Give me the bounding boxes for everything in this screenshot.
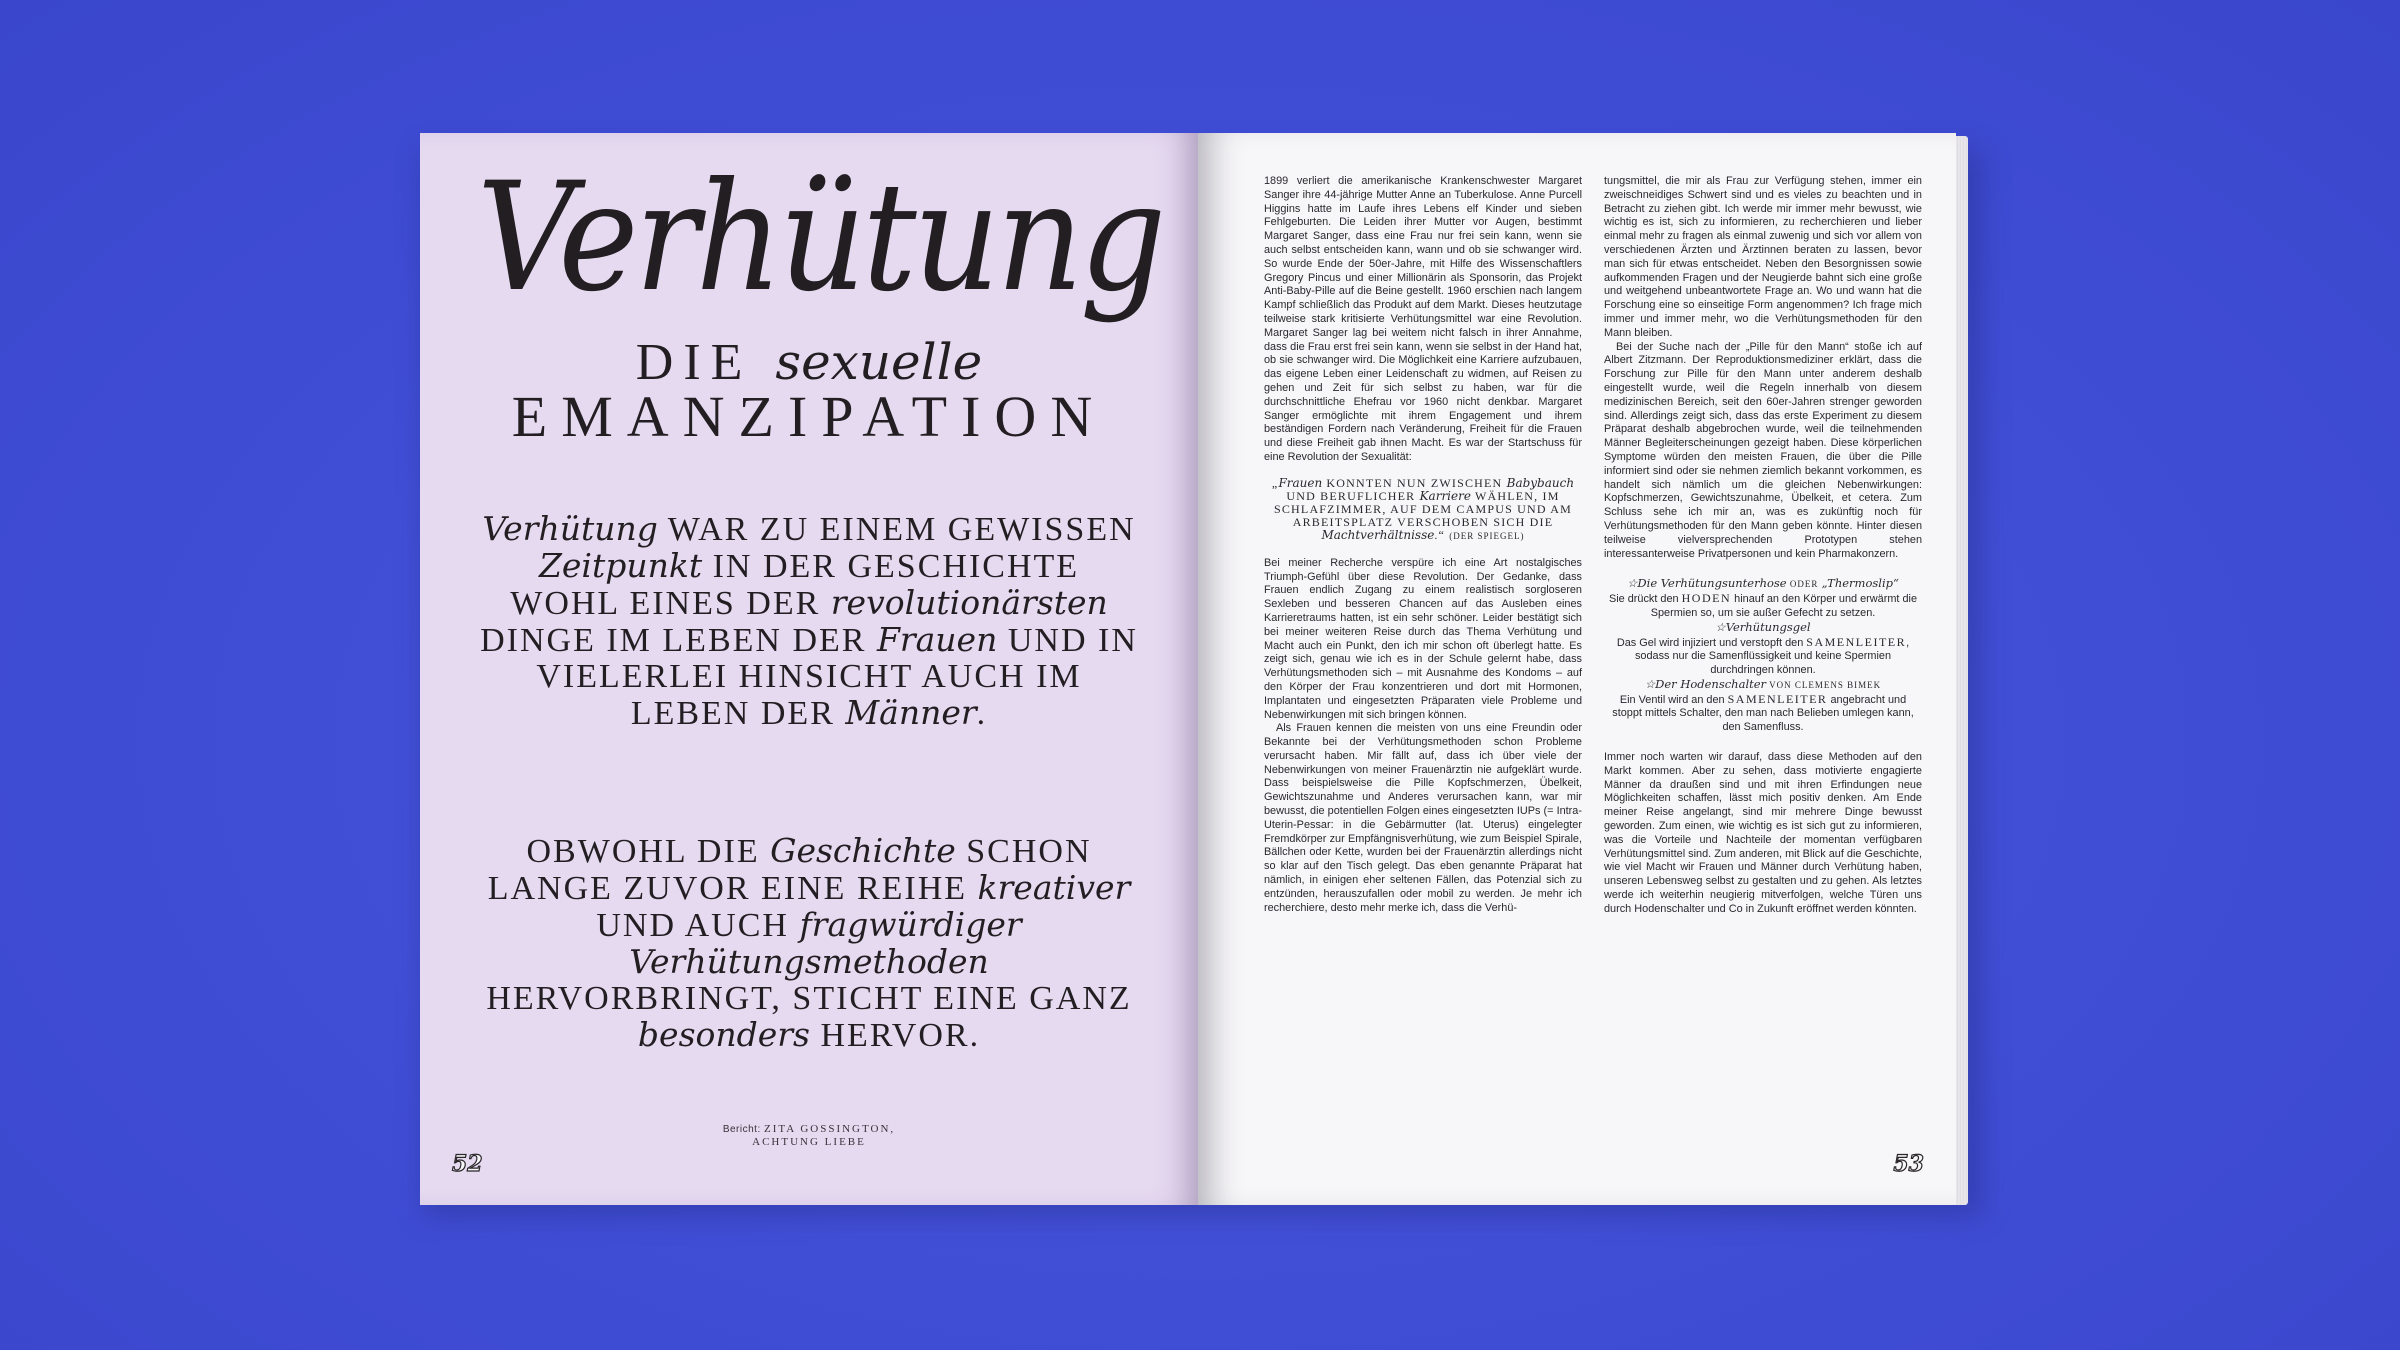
method-1-text-b: hinauf an den Körper und erwärmt die Spermien so, um sie außer Gefecht zu setzen. (1650, 593, 1917, 619)
text-run: „ (1271, 475, 1279, 490)
italic-run: Machtverhältnisse (1321, 527, 1435, 542)
method-3-text-a: Ein Ventil wird an den (1619, 693, 1728, 706)
method-3-text (1604, 693, 1922, 735)
page-number-right: 53 (1893, 1151, 1924, 1177)
text-run: HERVOR. (810, 1017, 981, 1054)
intro-paragraph-2 (480, 833, 1138, 1054)
method-2-text-b: , sodass nur die Samenflüssigkeit und keine Spermien durchdringen können. (1634, 636, 1910, 677)
text-run: DINGE IM LEBEN DER (480, 622, 877, 659)
italic-run: besonders (637, 1015, 810, 1054)
text-run: UND IN VIELERLEI HINSICHT AUCH IM LEBEN DER (536, 622, 1138, 732)
text-run: IN DER GESCHICHTE WOHL EINES DER (510, 548, 1080, 622)
italic-run: Verhütung (482, 509, 658, 548)
text-column-2 (1604, 175, 1922, 917)
page-title: Verhütung (477, 151, 1163, 325)
subtitle-line-2: EMANZIPATION (511, 384, 1107, 449)
pull-quote-text (1272, 476, 1574, 542)
body-paragraph: Bei der Suche nach der „Pille für den Mann“ stoße ich auf Albert Zitzmann. Der Reproduktionsmediziner erklärt, dass die Forschung zur Pille für den Mann unter anderem deshalb eingestellt wurde, weil die Regeln innerhalb von diesem medizinischen Bereich, seit den 60er-Jahren strenger geworden sind. Allerdings zeigt sich, dass das erste Experiment zu diesem Präparat deshalb abgebrochen wurde, weil die teilnehmenden Männer Begleiterscheinungen gezeigt haben. Diese körperlichen Symptome würden den meisten Frauen, die über die Pille informiert sind oder sie nehmen ziemlich bekannt vorkommen, es handelt sich nämlich um die gleichen Nebenwirkungen: Kopfschmerzen, Gewichtszunahme, Übelkeit, et cetera. Zum Schluss sehe ich mir an, was es zukünftig noch für Verhütungsmethoden für den Mann geben könnte. Hinter diesen teilweise vielversprechenden Prototypen stehen interessanterweise Privatpersonen und kein Pharmakonzern. (1604, 340, 1922, 560)
italic-run: fragwürdiger Verhütungsmethoden (629, 905, 1022, 981)
pull-quote (1270, 477, 1576, 543)
method-3-title: ☆Der Hodenschalter (1644, 676, 1767, 691)
italic-run: Frauen (1278, 475, 1323, 490)
text-run: HERVORBRINGT, STICHT EINE GANZ (486, 980, 1132, 1017)
text-run: OBWOHL DIE (526, 833, 771, 870)
italic-run: Zeitpunkt (538, 546, 703, 585)
page-number-left: 52 (452, 1151, 483, 1177)
method-1-heading (1604, 577, 1922, 592)
italic-run: Geschichte (770, 831, 956, 870)
method-3-inventor: VON CLEMENS BIMEK (1766, 679, 1882, 690)
italic-run: kreativer (977, 868, 1131, 907)
pull-quote-source: (DER SPIEGEL) (1449, 530, 1525, 541)
method-3-heading (1604, 678, 1922, 693)
body-paragraph: tungsmittel, die mir als Frau zur Verfügung stehen, immer ein zweischneidiges Schwert sind und es vieles zu beachten und in Betracht zu ziehen gibt. Ich werde mir immer mehr bewusst, wie wichtig es ist, sich zu informieren, zu recherchieren und lieber einmal mehr zu fragen als einmal zuwenig und sich vor allem von verschiedenen Ärzten und Ärztinnen beraten zu lassen, bevor man sich für etwas entscheidet. Neben den Besorgnissen sowie aufkommenden Fragen und der Neugierde bahnt sich eine große und weitgehend unbeantwortete Frage an. Wo und wann hat die Forschung eine so einseitige Form angenommen? Ich frage mich immer und immer mehr, wo die Verhütungsmethoden für den Mann bleiben. (1604, 175, 1922, 339)
text-run: WÄHLEN, IM SCHLAFZIMMER, AUF DEM CAMPUS UND AM ARBEITSPLATZ VERSCHOBEN SICH DIE (1273, 488, 1573, 529)
page-stack-edge (1956, 136, 1968, 1205)
italic-run: Männer (845, 693, 977, 732)
subtitle-word-sexuelle: sexuelle (775, 333, 983, 391)
text-run: .“ (1434, 527, 1450, 542)
method-1-text-a: Sie drückt den (1608, 593, 1682, 606)
right-page (1198, 133, 1956, 1205)
italic-run: Babybauch (1506, 475, 1575, 490)
method-3-text-b: angebracht und stoppt mittels Schalter, den man nach Belieben umlegen kann, den Samenfluss. (1612, 693, 1914, 734)
method-2-title: ☆Verhütungsgel (1715, 619, 1811, 634)
text-run: SCHON LANGE ZUVOR EINE REIHE (487, 833, 1092, 907)
method-2-keyword: SAMENLEITER (1806, 634, 1907, 649)
credit-label: Bericht: (722, 1124, 761, 1135)
text-run: . (976, 695, 988, 732)
method-1-keyword: HODEN (1681, 591, 1732, 606)
italic-run: revolutionärsten (830, 583, 1108, 622)
method-1-text (1604, 592, 1922, 621)
body-paragraph: Bei meiner Recherche verspüre ich eine Art nostalgisches Triumph-Gefühl über diese Revolution. Der Gedanke, dass Frauen endlich Zugang zu einem realistisch sorgloseren Sexleben und besseren Chancen auf das Ausleben eines Karrieretraums hatten, ist ein sehr schöner. Leider bestätigt sich bei meiner weiteren Reise durch das Thema Verhütung und Macht auch ein Punkt, den ich mir schon oft überlegt hatte. Es zeigt sich, genau wie ich es in der Schule gelernt habe, dass Verhütungsmethoden sich – mit Ausnahme des Kondoms – auf den Körper der Frau konzentrieren und dort mit Hormonen, Implantaten und eingesetzten Präparaten viele Probleme und Nebenwirkungen mit sich bringen können. (1264, 556, 1582, 721)
credit-author: ZITA GOSSINGTON, (764, 1123, 896, 1135)
method-1-title: ☆Die Verhütungsunterhose (1627, 576, 1787, 591)
intro-paragraph-1 (480, 511, 1138, 732)
method-1-or: ODER (1786, 579, 1822, 590)
left-page (420, 133, 1198, 1205)
text-run: KONNTEN NUN ZWISCHEN (1322, 475, 1507, 490)
text-run: WAR ZU EINEM GEWISSEN (657, 511, 1136, 548)
text-column-1 (1264, 175, 1582, 915)
body-paragraph: 1899 verliert die amerikanische Krankenschwester Margaret Sanger ihre 44-jährige Mutter Anne an Tuberkulose. Anne Purcell Higgins hatte im Laufe ihres Lebens elf Kinder und sieben Fehlgeburten. Die Leiden ihrer Mutter vor Augen, bestimmt Margaret Sanger, dass eine Frau nur frei sein kann, wenn sie auch selbst entscheiden kann, wann und ob sie schwanger wird. So wurde Ende der 50er-Jahre, mit Hilfe des Wissenschaftlers Gregory Pincus und einer Millionärin als Sponsorin, das Projekt Anti-Baby-Pille auf die Beine gestellt. 1960 erschien nach langem Kampf schließlich das Produkt auf dem Markt. Dieses heutzutage teilweise stark kritisierte Verhütungsmittel war eine Revolution. Margaret Sanger lag bei weitem nicht falsch in ihrer Annahme, dass die Frau erst frei sein kann, wenn sie selbst in der Hand hat, ob sie schwanger wird. Die Möglichkeit eine Karriere aufzubauen, das eigene Leben einer Leidenschaft zu widmen, auf Reisen zu gehen und Zeit für sich selbst zu haben, war für die durchschnittliche Ehefrau vor 1960 nicht denkbar. Margaret Sanger ermöglichte mit ihrem Engagement und ihrem beständigen Fordern nach Veränderung, Freiheit für die Frauen und diese Freiheit gab ihnen Macht. Es war der Startschuss für eine Revolution der Sexualität: (1264, 175, 1582, 463)
subtitle-word-die: DIE (635, 334, 753, 391)
body-paragraph: Als Frauen kennen die meisten von uns eine Freundin oder Bekannte bei der Verhütungsmethoden schon Probleme verursacht haben. Mir fällt auf, dass ich über viele der Nebenwirkungen von meiner Frauenärztin nie aufgeklärt wurde. Dass beispielsweise die Pille Kopfschmerzen, Übelkeit, Gewichtszunahme und Anderes verursachen kann, war mir bewusst, die potentiellen Folgen eines eingesetzten IUPs (= Intra-Uterin-Pessar: in die Gebärmutter (lat. Uterus) eingelegter Fremdkörper zur Empfängnisverhütung, wie zum Beispiel Spirale, Bällchen oder Kette, wurden bei der Frauenärztin allerdings nicht so klar auf den Tisch gelegt. Das eben genannte Präparat hat nämlich, in einigen eher seltenen Fällen, das Potenzial sich zu entzünden, herauszufallen oder mobil zu werden. Je mehr ich recherchiere, desto mehr merke ich, dass die Verhü- (1264, 722, 1582, 914)
credit-organization: ACHTUNG LIEBE (752, 1136, 866, 1148)
text-run: UND BERUFLICHER (1286, 488, 1420, 503)
method-2-text (1604, 636, 1922, 678)
method-2-heading (1604, 621, 1922, 636)
method-3-keyword: SAMENLEITER (1727, 691, 1828, 706)
author-credit (420, 1123, 1198, 1149)
text-run: UND AUCH (596, 907, 800, 944)
italic-run: Karriere (1419, 488, 1471, 503)
italic-run: Frauen (876, 620, 998, 659)
method-1-alt-title: „Thermoslip“ (1821, 576, 1899, 591)
method-2-text-a: Das Gel wird injiziert und verstopft den (1616, 636, 1807, 649)
body-paragraph: Immer noch warten wir darauf, dass diese Methoden auf den Markt kommen. Aber zu sehen, dass motivierte engagierte Männer da draußen sind und mit ihren Erfindungen neue Möglichkeiten schaffen, lässt mich positiv denken. Am Ende meiner Reise angelangt, sind mir mehrere Dinge bewusst geworden. Zum einen, wie wichtig es ist sich gut zu informieren, was die Vorteile und Nachteile der momentan verfügbaren Verhütungsmittel sind. Zum anderen, mit Blick auf die Geschichte, wie viel Macht wir Frauen und Männer durch Verhütung haben, unseren Lebensweg selbst zu gestalten und zu gehen. Als letztes werde ich weiterhin neugierig mitverfolgen, welche Türen uns durch Hodenschalter und Co in Zukunft eröffnet werden könnten. (1604, 751, 1922, 915)
